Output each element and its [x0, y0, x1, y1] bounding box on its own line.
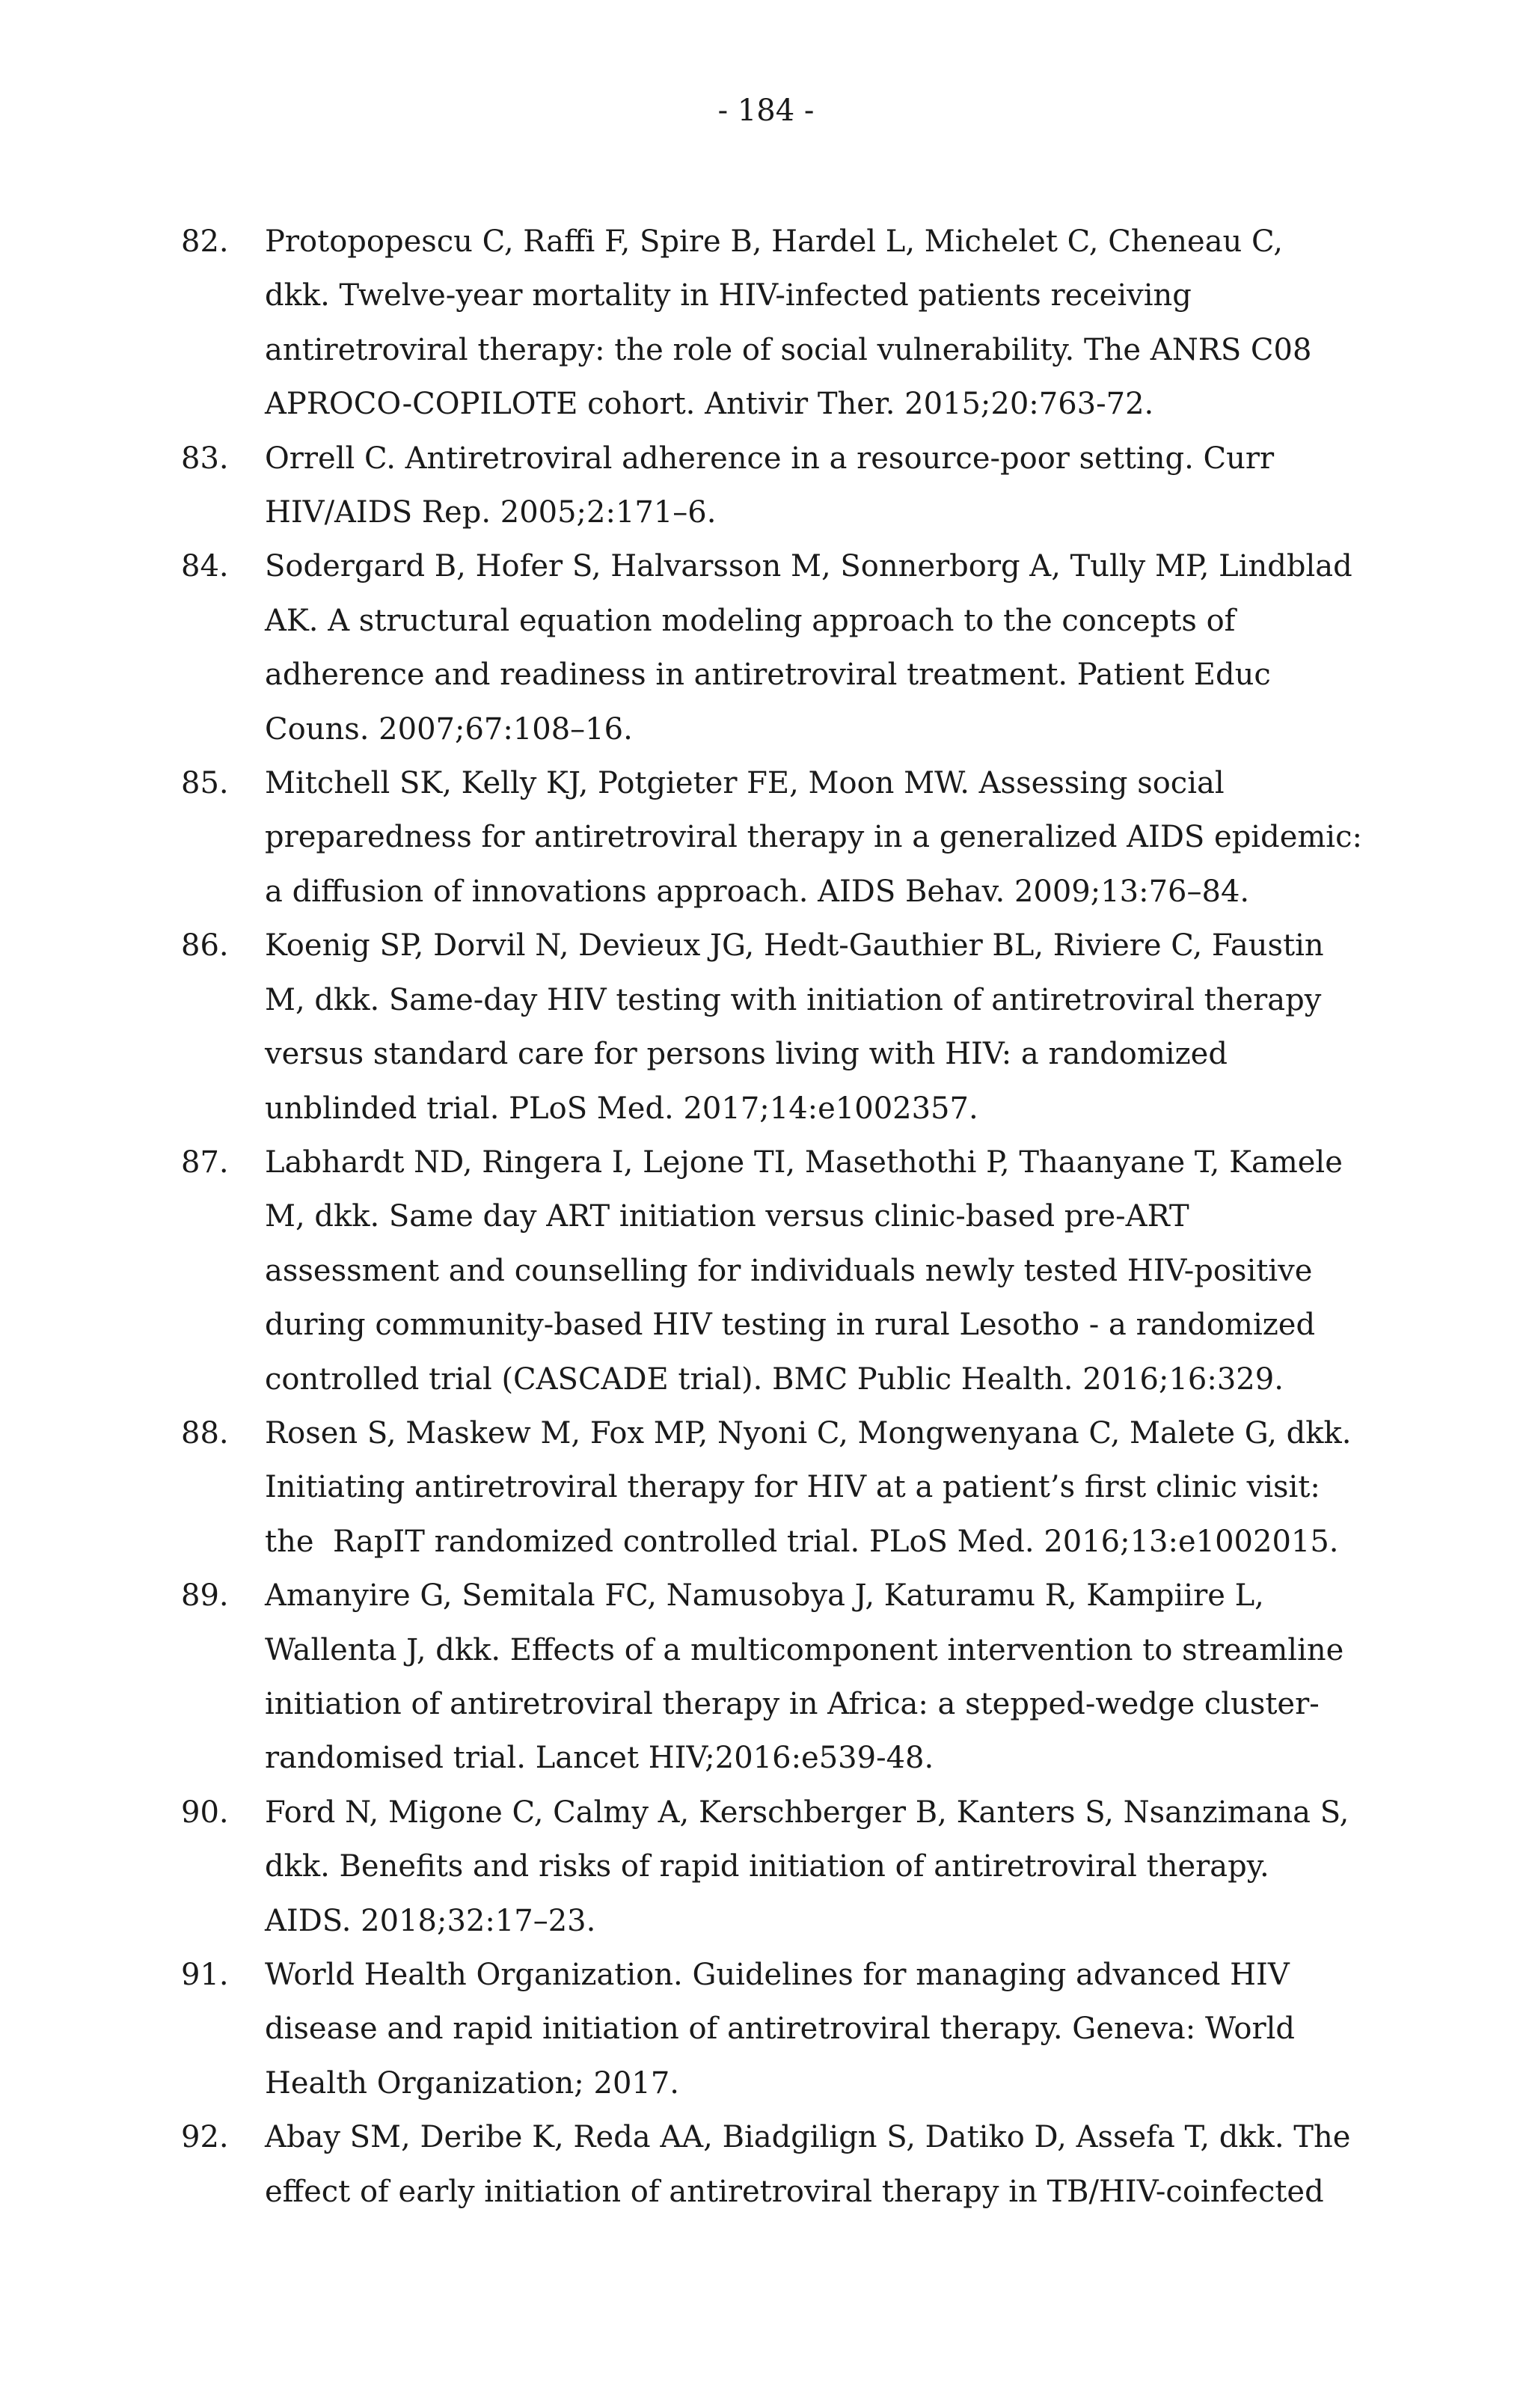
reference-item — [181, 539, 1363, 756]
reference-item — [181, 1136, 1363, 1406]
reference-line: disease and rapid initiation of antiretroviral therapy. Geneva: World — [265, 2012, 1295, 2047]
reference-line: AIDS. 2018;32:17–23. — [265, 1903, 596, 1938]
reference-line: World Health Organization. Guidelines for managing advanced HIV — [265, 1958, 1290, 1992]
reference-line: Amanyire G, Semitala FC, Namusobya J, Katuramu R, Kampiire L, — [265, 1578, 1264, 1614]
reference-line: Sodergard B, Hofer S, Halvarsson M, Sonnerborg A, Tully MP, Lindblad — [265, 549, 1352, 584]
reference-number: 82. — [181, 224, 229, 259]
reference-line: Labhardt ND, Ringera I, Lejone TI, Masethothi P, Thaanyane T, Kamele — [265, 1145, 1343, 1180]
reference-line: dkk. Twelve-year mortality in HIV-infected patients receiving — [265, 278, 1192, 313]
reference-line: randomised trial. Lancet HIV;2016:e539-48. — [265, 1741, 934, 1776]
reference-line: initiation of antiretroviral therapy in Africa: a stepped-wedge cluster- — [265, 1686, 1320, 1721]
reference-number: 84. — [181, 549, 229, 584]
reference-number: 85. — [181, 766, 229, 801]
reference-text — [265, 2110, 1363, 2219]
reference-number: 86. — [181, 928, 229, 963]
reference-line: APROCO-COPILOTE cohort. Antivir Ther. 2015;20:763-72. — [265, 387, 1154, 422]
page-number: - 184 - — [717, 94, 815, 128]
reference-item — [181, 1406, 1363, 1569]
reference-line: Koenig SP, Dorvil N, Devieux JG, Hedt-Gauthier BL, Riviere C, Faustin — [265, 928, 1324, 963]
reference-line: dkk. Benefits and risks of rapid initiation of antiretroviral therapy. — [265, 1849, 1269, 1884]
reference-text — [265, 1406, 1363, 1569]
reference-line: M, dkk. Same-day HIV testing with initiation of antiretroviral therapy — [265, 982, 1322, 1017]
reference-text — [265, 432, 1363, 540]
reference-number: 91. — [181, 1958, 229, 1992]
reference-text — [265, 1136, 1363, 1406]
reference-line: Initiating antiretroviral therapy for HIV at a patient’s first clinic visit: — [265, 1470, 1320, 1505]
reference-line: a diffusion of innovations approach. AIDS Behav. 2009;13:76–84. — [265, 874, 1250, 909]
reference-line: Couns. 2007;67:108–16. — [265, 711, 633, 747]
reference-line: adherence and readiness in antiretroviral treatment. Patient Educ — [265, 658, 1271, 693]
reference-line: assessment and counselling for individuals newly tested HIV-positive — [265, 1253, 1313, 1288]
reference-line: unblinded trial. PLoS Med. 2017;14:e1002357. — [265, 1091, 978, 1126]
reference-line: Health Organization; 2017. — [265, 2065, 680, 2101]
reference-line: AK. A structural equation modeling approach to the concepts of — [265, 603, 1236, 638]
reference-line: M, dkk. Same day ART initiation versus clinic-based pre-ART — [265, 1199, 1189, 1234]
reference-text — [265, 756, 1363, 919]
reference-line: Rosen S, Maskew M, Fox MP, Nyoni C, Mongwenyana C, Malete G, dkk. — [265, 1415, 1352, 1450]
reference-text — [265, 1948, 1363, 2110]
reference-text — [265, 215, 1363, 432]
reference-item — [181, 432, 1363, 540]
reference-item — [181, 1569, 1363, 1786]
reference-line: antiretroviral therapy: the role of social vulnerability. The ANRS C08 — [265, 332, 1312, 367]
reference-text — [265, 539, 1363, 756]
reference-number: 92. — [181, 2120, 229, 2155]
reference-line: preparedness for antiretroviral therapy in a generalized AIDS epidemic: — [265, 820, 1362, 855]
reference-text — [265, 1569, 1363, 1786]
reference-number: 88. — [181, 1415, 229, 1450]
reference-list — [181, 215, 1363, 2219]
reference-line: Wallenta J, dkk. Effects of a multicomponent intervention to streamline — [265, 1632, 1344, 1667]
reference-line: versus standard care for persons living with HIV: a randomized — [265, 1037, 1228, 1072]
reference-line: Protopopescu C, Raffi F, Spire B, Hardel L, Michelet C, Cheneau C, — [265, 224, 1283, 259]
reference-item — [181, 1948, 1363, 2110]
reference-line: Abay SM, Deribe K, Reda AA, Biadgilign S, Datiko D, Assefa T, dkk. The — [265, 2120, 1351, 2155]
reference-line: effect of early initiation of antiretroviral therapy in TB/HIV-coinfected — [265, 2174, 1324, 2209]
reference-number: 87. — [181, 1145, 229, 1180]
reference-line: Mitchell SK, Kelly KJ, Potgieter FE, Moon MW. Assessing social — [265, 766, 1225, 801]
reference-text — [265, 919, 1363, 1136]
reference-item — [181, 919, 1363, 1136]
reference-line: HIV/AIDS Rep. 2005;2:171–6. — [265, 495, 717, 530]
reference-line: controlled trial (CASCADE trial). BMC Public Health. 2016;16:329. — [265, 1361, 1284, 1397]
reference-line: Orrell C. Antiretroviral adherence in a resource-poor setting. Curr — [265, 441, 1275, 476]
reference-number: 89. — [181, 1578, 229, 1614]
reference-item — [181, 2110, 1363, 2219]
reference-line: during community-based HIV testing in rural Lesotho - a randomized — [265, 1308, 1316, 1343]
reference-line: the RapIT randomized controlled trial. PLoS Med. 2016;13:e1002015. — [265, 1524, 1339, 1559]
reference-item — [181, 215, 1363, 432]
reference-number: 90. — [181, 1795, 229, 1830]
reference-text — [265, 1786, 1363, 1948]
reference-number: 83. — [181, 441, 229, 476]
reference-item — [181, 1786, 1363, 1948]
reference-line: Ford N, Migone C, Calmy A, Kerschberger B, Kanters S, Nsanzimana S, — [265, 1795, 1349, 1830]
reference-item — [181, 756, 1363, 919]
